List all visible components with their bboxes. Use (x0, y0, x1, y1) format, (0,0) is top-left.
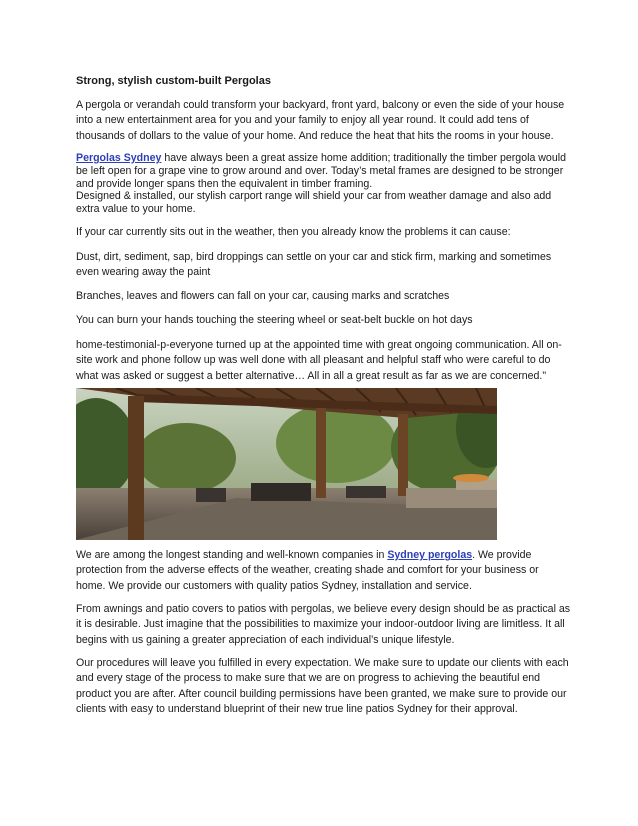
page-title: Strong, stylish custom-built Pergolas (76, 75, 271, 87)
sydney-pergolas-link[interactable]: Sydney pergolas (387, 549, 473, 561)
pergola-photo (76, 388, 497, 540)
awnings-paragraph (76, 602, 571, 648)
text-line: it is desirable. Just imagine that the possibilities to maximize your indoor-outdoor living are limitless. It all (76, 618, 565, 631)
text-line: Our procedures will leave you fulfilled in every expectation. We make sure to update our clients with each (76, 657, 569, 669)
text-line: thousands of dollars to the value of your home. And reduce the heat that hits the rooms in your house. (76, 129, 554, 142)
text-line: A pergola or verandah could transform your backyard, front yard, balcony or even the side of your house (76, 99, 565, 111)
text-line: and provide longer spans then the equivalent in timber framing. (76, 177, 373, 190)
text-line: Designed & installed, our stylish carport range will shield your car from weather damage and also add (76, 190, 552, 203)
procedures-paragraph (76, 656, 569, 718)
text-line: clients with easy to understand blueprint of their new true line patios Sydney for their approval. (76, 703, 518, 716)
text-line: have always been a great assize home addition; traditionally the timber pergola would (161, 152, 566, 164)
testimonial-paragraph (76, 338, 566, 384)
text-line: what was asked or suggest a better alternative… All in all a great result as far as we are concerned." (76, 369, 547, 382)
car-weather-paragraph: If your car currently sits out in the weather, then you already know the problems it can cause: (76, 226, 511, 238)
text-line: be left open for a grape vine to grow around and over. Today’s metal frames are designed to be stronger (76, 164, 564, 177)
dust-paragraph (76, 250, 566, 281)
text-line: Dust, dirt, sediment, sap, bird droppings can settle on your car and stick firm, marking and sometimes (76, 251, 552, 263)
text-line: even wearing away the paint (76, 266, 211, 279)
text-line: site work and phone follow up was well done with all pleasant and helpful staff who were careful to do (76, 354, 551, 367)
text-line: into a new entertainment area for you and your family to enjoy all year round. It could add tens of (76, 114, 529, 127)
text-line: begins with us gaining a greater appreciation of each individual’s unique lifestyle. (76, 633, 455, 646)
text-line: protection from the adverse effects of the weather, creating shade and comfort for your business or (76, 564, 539, 577)
pergolas-paragraph (76, 152, 566, 216)
burn-paragraph: You can burn your hands touching the steering wheel or seat-belt buckle on hot days (76, 314, 473, 326)
branches-paragraph: Branches, leaves and flowers can fall on your car, causing marks and scratches (76, 290, 450, 302)
text-line: home. We provide our customers with quality patios Sydney, installation and service. (76, 579, 472, 592)
companies-paragraph (76, 548, 566, 594)
text-line: and every stage of the process to make sure that we are on progress to achieving the beautiful end (76, 672, 541, 685)
text-line: From awnings and patio covers to patios with pergolas, we believe every design should be as practical as (76, 603, 571, 615)
text-line: product you are after. After council building permissions have been granted, we make sure to provide our (76, 687, 567, 700)
intro-paragraph (76, 98, 566, 144)
text-line: home-testimonial-p-everyone turned up at the appointed time with great ongoing communication. All on- (76, 339, 562, 351)
text-line: extra value to your home. (76, 203, 196, 216)
text-line: . We provide (472, 549, 532, 561)
pergolas-sydney-link[interactable]: Pergolas Sydney (76, 152, 162, 164)
text-line: We are among the longest standing and well-known companies in (76, 549, 388, 561)
